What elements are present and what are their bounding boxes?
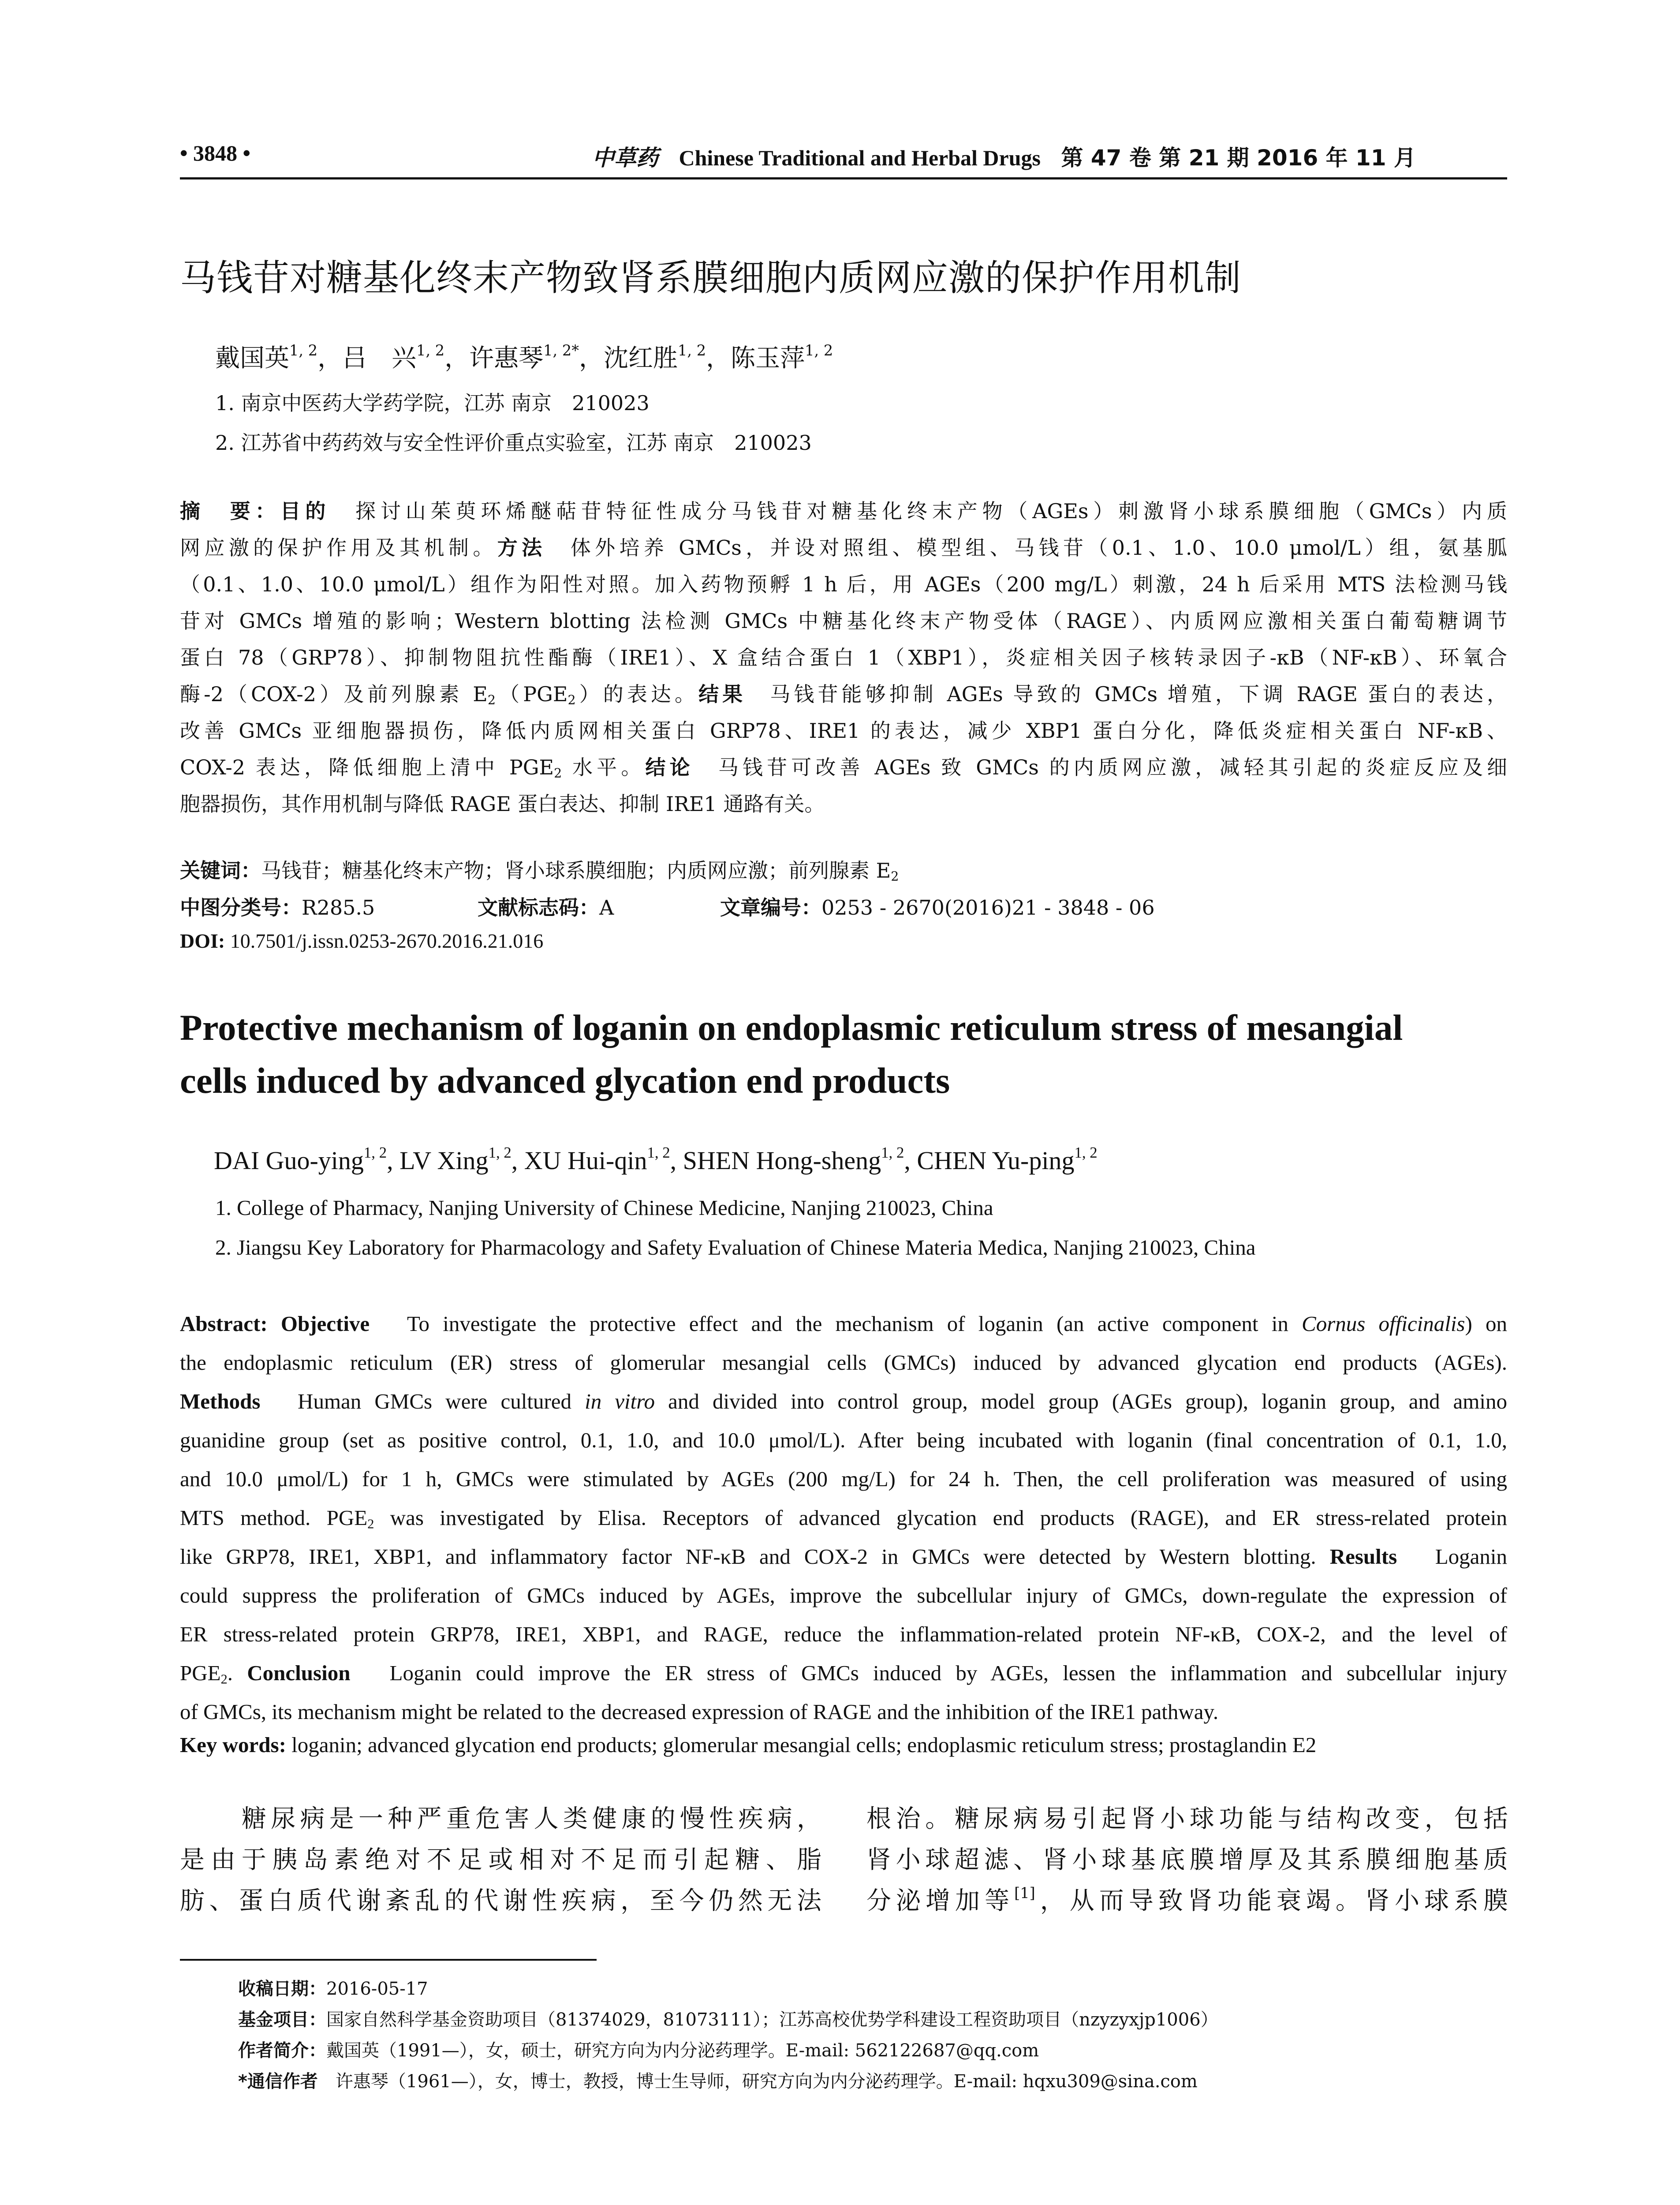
affiliation-en: 1. College of Pharmacy, Nanjing University of Chinese Medicine, Nanjing 210023, China (215, 1196, 993, 1220)
results-label: Results (1329, 1544, 1397, 1569)
author-separator: ， (317, 344, 343, 373)
abstract-en-line: of GMCs, its mechanism might be related to the decreased expression of RAGE and the inhibition of the IRE1 pathway. (180, 1700, 1219, 1724)
footnote-corresponding (238, 2067, 1198, 2093)
doc-value: A (599, 896, 614, 919)
abstract-text: 水平。 (562, 755, 646, 779)
body-text: 分泌增加等 (866, 1887, 1015, 1915)
class-value: R285.5 (302, 896, 375, 919)
author-affiliation-mark: 1, 2 (289, 341, 318, 359)
title-en-line: cells induced by advanced glycation end products (180, 1060, 950, 1101)
abstract-text: 网应激的保护作用及其机制。 (180, 536, 497, 560)
abstract-cn-line (180, 676, 1507, 713)
abstract-en-line: ER stress-related protein GRP78, IRE1, XBP1, and RAGE, reduce the inflammation-related protein NF-κB, COX-2, and the level of (180, 1622, 1507, 1646)
body-text: ，从而导致肾功能衰竭。肾小球系膜 (1035, 1887, 1508, 1915)
header-rule (180, 177, 1507, 179)
body-column-left (180, 1798, 821, 1921)
keywords-text: loganin; advanced glycation end products; glomerular mesangial cells; endoplasmic reticulum stress; prostaglandin E2 (286, 1733, 1317, 1757)
author-en: CHEN Yu-ping (917, 1146, 1075, 1175)
abstract-en-line (180, 1499, 1507, 1537)
journal-name-cn: 中草药 (592, 145, 658, 171)
abstract-text: 酶-2（COX-2）及前列腺素 E (180, 682, 488, 706)
method-label: 方法 (497, 536, 546, 560)
abstract-text: 探讨山茱萸环烯醚萜苷特征性成分马钱苷对糖基化终末产物（AGEs）刺激肾小球系膜细胞（GMCs）内质 (330, 499, 1508, 523)
author-separator: , (670, 1146, 683, 1175)
keywords-en (180, 1732, 1316, 1757)
title-en-line: Protective mechanism of loganin on endoplasmic reticulum stress of mesangial (180, 1007, 1403, 1048)
body-line: 根治。糖尿病易引起肾小球功能与结构改变，包括 (866, 1805, 1508, 1833)
abstract-label: 摘 要： (180, 499, 280, 523)
result-label: 结果 (698, 682, 747, 706)
subscript: 2 (367, 1516, 374, 1532)
keywords-label: 关键词： (180, 859, 261, 882)
abstract-en (180, 1304, 1507, 1731)
abstract-text: 马钱苷能够抑制 AGEs 导致的 GMCs 增殖，下调 RAGE 蛋白的表达， (746, 682, 1508, 706)
footnote-received (238, 1975, 428, 2000)
body-line: 是由于胰岛素绝对不足或相对不足而引起糖、脂 (180, 1846, 821, 1874)
author-cn: 吕 兴 (342, 344, 417, 373)
author-cn: 戴国英 (215, 344, 289, 373)
abstract-text: MTS method. PGE (180, 1506, 368, 1530)
abstract-en-line: the endoplasmic reticulum (ER) stress of glomerular mesangial cells (GMCs) induced by advanced glycation end products (AGEs). (180, 1350, 1507, 1375)
author-affiliation-mark: 1, 2 (488, 1144, 511, 1161)
author-cn: 陈玉萍 (731, 344, 805, 373)
article-number (720, 892, 1155, 921)
abstract-text: ）的表达。 (575, 682, 699, 706)
abstract-text: （PGE (496, 682, 568, 706)
footnote-rule (180, 1959, 597, 1961)
author-affiliation-mark: 1, 2* (543, 341, 579, 359)
author-separator: ， (579, 344, 604, 373)
document-code (478, 892, 614, 921)
keywords-label: Key words: (180, 1733, 286, 1757)
abstract-cn-line: （0.1、1.0、10.0 μmol/L）组作为阳性对照。加入药物预孵 1 h 后，用 AGEs（200 mg/L）刺激，24 h 后采用 MTS 法检测马钱 (180, 572, 1507, 596)
author-en: DAI Guo-ying (214, 1146, 364, 1175)
abstract-en-line: could suppress the proliferation of GMCs induced by AGEs, improve the subcellular injury of GMCs, down-regulate the expression of (180, 1583, 1507, 1607)
author-separator: ， (444, 344, 470, 373)
footnote-label: 作者简介： (238, 2041, 326, 2061)
author-separator: , (904, 1146, 917, 1175)
authors-cn (215, 339, 833, 374)
subscript: 2 (554, 766, 562, 781)
journal-info (592, 140, 1416, 172)
author-separator: ， (706, 344, 731, 373)
abstract-text: Human GMCs were cultured (260, 1389, 585, 1413)
abstract-en-line: guanidine group (set as positive control, 0.1, 1.0, and 10.0 μmol/L). After being incubated with loganin (final concentration of 0.1, 1.0, (180, 1428, 1507, 1452)
author-separator: , (511, 1146, 524, 1175)
article-label: 文章编号： (720, 896, 821, 919)
abstract-text: Loganin (1397, 1544, 1508, 1569)
author-affiliation-mark: 1, 2 (647, 1144, 670, 1161)
footnote-text: 戴国英（1991—），女，硕士，研究方向为内分泌药理学。E-mail: 562122687@qq.com (326, 2041, 1039, 2061)
abstract-text: and divided into control group, model group (AGEs group), loganin group, and amino (655, 1389, 1508, 1413)
footnote-author (238, 2037, 1039, 2062)
author-en: LV Xing (399, 1146, 489, 1175)
abstract-text: was investigated by Elisa. Receptors of advanced glycation end products (RAGE), and ER stress-related protein (374, 1506, 1507, 1530)
footnote-label: 基金项目： (238, 2010, 326, 2030)
authors-en (214, 1146, 1098, 1175)
abstract-en-line (180, 1304, 1507, 1343)
page-number: • 3848 • (180, 141, 251, 165)
body-line: 肾小球超滤、肾小球基底膜增厚及其系膜细胞基质 (866, 1846, 1508, 1874)
footnote-label: 收稿日期： (238, 1979, 326, 1999)
footnote-text: 国家自然科学基金资助项目（81374029，81073111）；江苏高校优势学科建设工程资助项目（nzyzyxjp1006） (326, 2010, 1218, 2030)
affiliation-cn: 2. 江苏省中药药效与安全性评价重点实验室，江苏 南京 210023 (215, 431, 812, 455)
abstract-en-line (180, 1537, 1507, 1576)
author-affiliation-mark: 1, 2 (363, 1144, 387, 1161)
body-line: 糖尿病是一种严重危害人类健康的慢性疾病， (242, 1805, 821, 1833)
abstract-text: . (227, 1661, 247, 1685)
class-label: 中图分类号： (180, 896, 302, 919)
abstract-text: COX-2 表达，降低细胞上清中 PGE (180, 755, 554, 779)
abstract-text: 马钱苷可改善 AGEs 致 GMCs 的内质网应激，减轻其引起的炎症反应及细 (694, 755, 1507, 779)
affiliation-en: 2. Jiangsu Key Laboratory for Pharmacology and Safety Evaluation of Chinese Materia Medica, Nanjing 210023, China (215, 1235, 1256, 1259)
conclusion-label: 结论 (645, 755, 694, 779)
footnote-fund (238, 2006, 1218, 2031)
author-cn: 许惠琴 (469, 344, 544, 373)
reference-link[interactable]: [1] (1014, 1884, 1035, 1902)
abstract-text: 体外培养 GMCs，并设对照组、模型组、马钱苷（0.1、1.0、10.0 μmol/L）组，氨基胍 (546, 536, 1508, 560)
footnote-text: 2016-05-17 (326, 1979, 428, 1999)
classification-line (180, 892, 1155, 921)
abstract-en-line: and 10.0 μmol/L) for 1 h, GMCs were stimulated by AGEs (200 mg/L) for 24 h. Then, the cell proliferation was measured of using (180, 1467, 1507, 1491)
title-en (180, 1001, 1403, 1107)
author-affiliation-mark: 1, 2 (678, 341, 706, 359)
methods-label: Methods (180, 1389, 261, 1413)
author-affiliation-mark: 1, 2 (1074, 1144, 1098, 1161)
body-column-right (866, 1798, 1508, 1921)
journal-name-en: Chinese Traditional and Herbal Drugs (679, 146, 1041, 170)
species-name: Cornus officinalis (1302, 1312, 1465, 1336)
author-en: XU Hui-qin (524, 1146, 647, 1175)
author-affiliation-mark: 1, 2 (881, 1144, 904, 1161)
doc-label: 文献标志码： (478, 896, 599, 919)
doi-label: DOI: (180, 930, 225, 952)
abstract-cn-line: 蛋白 78（GRP78）、抑制物阻抗性酯酶（IRE1）、X 盒结合蛋白 1（XBP1），炎症相关因子核转录因子-κB（NF-κB）、环氧合 (180, 646, 1507, 669)
body-line: 肪、蛋白质代谢紊乱的代谢性疾病，至今仍然无法 (180, 1887, 821, 1915)
abstract-text: To investigate the protective effect and the mechanism of loganin (an active component in (370, 1312, 1302, 1336)
subscript: 2 (891, 869, 899, 884)
keywords-cn (180, 855, 899, 884)
objective-label: 目的 (280, 499, 331, 523)
affiliation-cn: 1. 南京中医药大学药学院，江苏 南京 210023 (215, 391, 650, 415)
subscript: 2 (487, 693, 496, 708)
author-affiliation-mark: 1, 2 (416, 341, 445, 359)
abstract-text: ) on (1465, 1312, 1508, 1336)
abstract-cn-line (180, 530, 1507, 566)
abstract-cn-line: 胞器损伤，其作用机制与降低 RAGE 蛋白表达、抑制 IRE1 通路有关。 (180, 792, 825, 816)
doi-link[interactable]: 10.7501/j.issn.0253-2670.2016.21.016 (225, 930, 544, 952)
article-value: 0253 - 2670(2016)21 - 3848 - 06 (821, 896, 1155, 919)
author-separator: , (387, 1146, 400, 1175)
abstract-cn-line (180, 493, 1507, 530)
footnote-label: *通信作者 (238, 2071, 318, 2092)
author-cn: 沈红胜 (604, 344, 678, 373)
abstract-en-line (180, 1382, 1507, 1421)
abstract-label: Abstract: (180, 1312, 268, 1336)
journal-issue: 第 47 卷 第 21 期 2016 年 11 月 (1061, 145, 1416, 171)
title-cn: 马钱苷对糖基化终末产物致肾系膜细胞内质网应激的保护作用机制 (180, 257, 1242, 299)
abstract-text: like GRP78, IRE1, XBP1, and inflammatory factor NF-κB and COX-2 in GMCs were detected by Western blotting. (180, 1544, 1330, 1569)
author-affiliation-mark: 1, 2 (805, 341, 833, 359)
body-line (866, 1880, 1508, 1921)
class-number (180, 896, 375, 919)
italic-term: in vitro (585, 1389, 655, 1413)
subscript: 2 (220, 1671, 228, 1687)
objective-label: Objective (267, 1312, 370, 1336)
abstract-en-line (180, 1654, 1507, 1693)
running-header (180, 140, 1507, 171)
conclusion-label: Conclusion (247, 1661, 351, 1685)
subscript: 2 (567, 693, 576, 708)
keywords-text: 马钱苷；糖基化终末产物；肾小球系膜细胞；内质网应激；前列腺素 E (261, 859, 891, 882)
abstract-text: PGE (180, 1661, 221, 1685)
author-en: SHEN Hong-sheng (683, 1146, 881, 1175)
abstract-cn-line: 改善 GMCs 亚细胞器损伤，降低内质网相关蛋白 GRP78、IRE1 的表达，减少 XBP1 蛋白分化，降低炎症相关蛋白 NF-κB、 (180, 719, 1507, 743)
footnote-text: 许惠琴（1961—），女，博士，教授，博士生导师，研究方向为内分泌药理学。E-mail: hqxu309@sina.com (317, 2071, 1198, 2092)
abstract-text: Loganin could improve the ER stress of GMCs induced by AGEs, lessen the inflammation and subcellular injury (350, 1661, 1508, 1685)
doi-line (180, 929, 543, 953)
abstract-cn (180, 493, 1507, 822)
abstract-cn-line: 苷对 GMCs 增殖的影响；Western blotting 法检测 GMCs 中糖基化终末产物受体（RAGE）、内质网应激相关蛋白葡萄糖调节 (180, 609, 1507, 633)
abstract-cn-line (180, 749, 1507, 786)
